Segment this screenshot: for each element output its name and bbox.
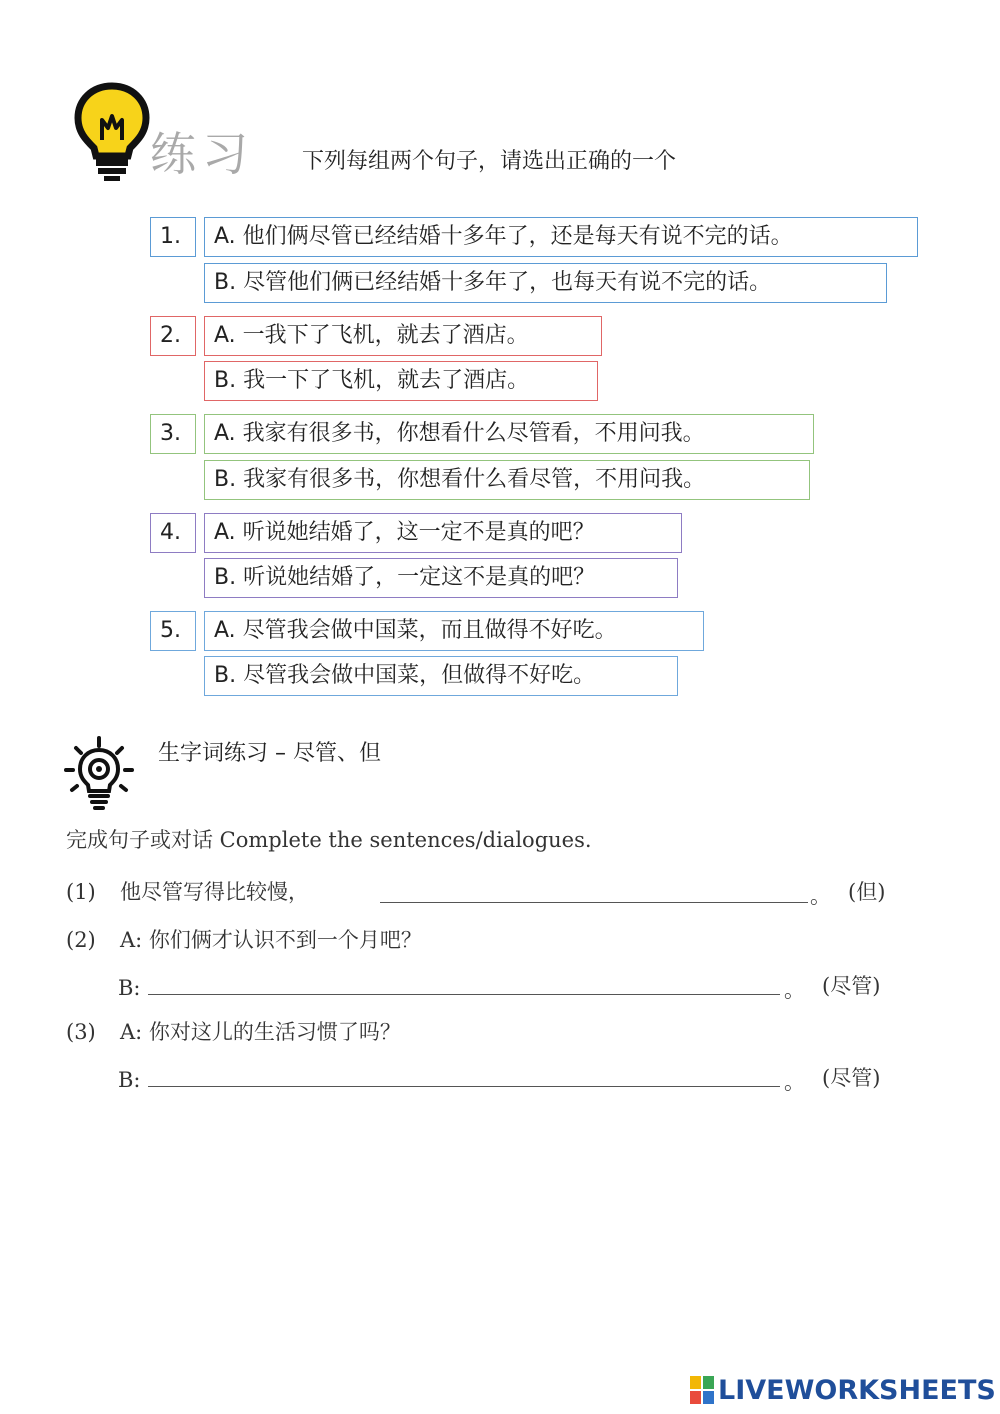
b-label: B: (118, 1068, 141, 1092)
answer-blank[interactable] (148, 994, 780, 995)
instruction-text: 下列每组两个句子，请选出正确的一个 (302, 149, 677, 174)
option-b[interactable]: B. 尽管我会做中国菜，但做得不好吃。 (204, 656, 678, 696)
lightbulb-icon (72, 80, 152, 184)
logo-mark-icon (690, 1376, 714, 1404)
question-number: 5. (150, 611, 196, 651)
section-title: 生字词练习 – 尽管、但 (158, 741, 381, 766)
hint: (尽管) (822, 1066, 881, 1090)
page-title: 练习 (150, 127, 254, 181)
option-a[interactable]: A. 尽管我会做中国菜，而且做得不好吃。 (204, 611, 704, 651)
option-b[interactable]: B. 我一下了飞机，就去了酒店。 (204, 361, 598, 401)
option-a[interactable]: A. 他们俩尽管已经结婚十多年了，还是每天有说不完的话。 (204, 217, 918, 257)
question-number: 1. (150, 217, 196, 257)
question-number: 4. (150, 513, 196, 553)
answer-blank[interactable] (148, 1086, 780, 1087)
sentence-end: 。 (810, 884, 831, 908)
hint: (尽管) (822, 974, 881, 998)
option-b[interactable]: B. 尽管他们俩已经结婚十多年了，也每天有说不完的话。 (204, 263, 887, 303)
option-a[interactable]: A. 一我下了飞机，就去了酒店。 (204, 316, 602, 356)
item-text: A: 你们俩才认识不到一个月吧？ (120, 928, 422, 952)
option-b[interactable]: B. 我家有很多书，你想看什么看尽管，不用问我。 (204, 460, 810, 500)
item-text: 他尽管写得比较慢， (120, 880, 309, 904)
section-instruction: 完成句子或对话 Complete the sentences/dialogues. (66, 828, 592, 852)
hint: (但) (848, 880, 886, 904)
option-a[interactable]: A. 我家有很多书，你想看什么尽管看，不用问我。 (204, 414, 814, 454)
answer-blank[interactable] (380, 902, 808, 903)
sentence-end: 。 (784, 1070, 805, 1094)
option-b[interactable]: B. 听说她结婚了，一定这不是真的吧？ (204, 558, 678, 598)
b-label: B: (118, 976, 141, 1000)
lightbulb-gear-icon (64, 736, 134, 812)
item-number: (3) (66, 1020, 96, 1044)
item-text: A: 你对这儿的生活习惯了吗？ (120, 1020, 401, 1044)
item-number: (2) (66, 928, 96, 952)
question-number: 3. (150, 414, 196, 454)
logo-text: LIVEWORKSHEETS (718, 1374, 996, 1406)
sentence-end: 。 (784, 978, 805, 1002)
option-a[interactable]: A. 听说她结婚了，这一定不是真的吧？ (204, 513, 682, 553)
item-number: (1) (66, 880, 96, 904)
liveworksheets-logo (690, 1372, 996, 1408)
question-number: 2. (150, 316, 196, 356)
